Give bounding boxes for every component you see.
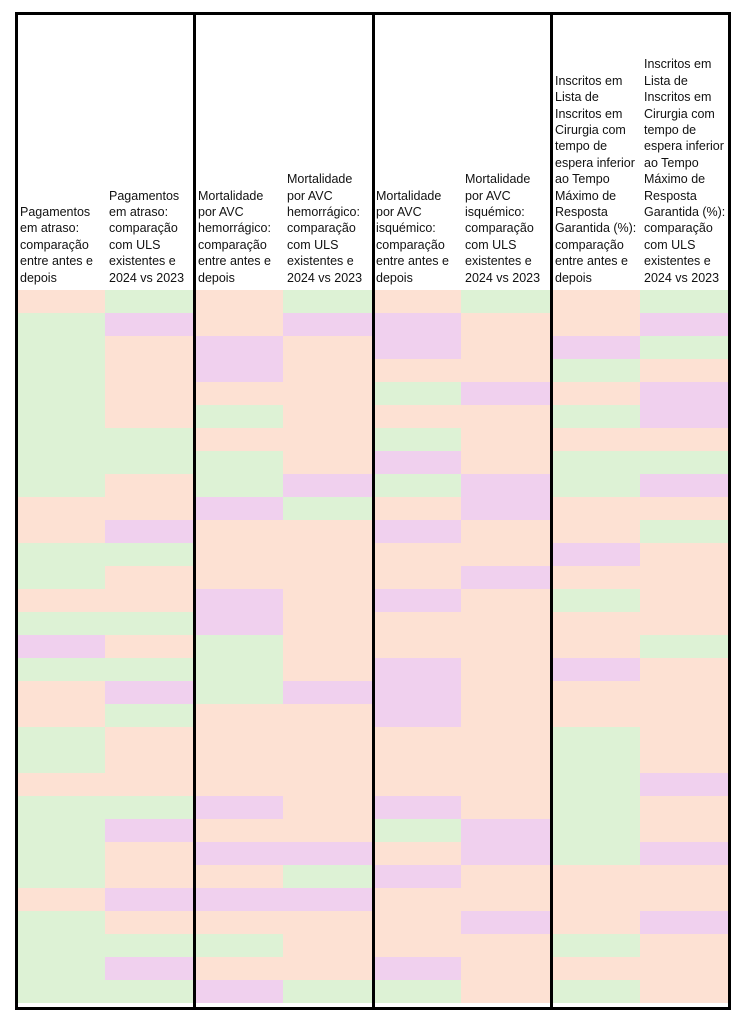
cell-r8-c5 xyxy=(372,451,461,474)
cell-r17-c3 xyxy=(194,658,283,681)
cell-r29-c3 xyxy=(194,934,283,957)
cell-r4-c5 xyxy=(372,359,461,382)
cell-r19-c3 xyxy=(194,704,283,727)
cell-r15-c5 xyxy=(372,612,461,635)
cell-r2-c2 xyxy=(105,313,194,336)
cell-r26-c8 xyxy=(640,865,729,888)
cell-r16-c6 xyxy=(461,635,551,658)
cell-r31-c8 xyxy=(640,980,729,1003)
cell-r5-c3 xyxy=(194,382,283,405)
cell-r28-c4 xyxy=(283,911,372,934)
cell-r16-c1 xyxy=(16,635,105,658)
cell-r9-c2 xyxy=(105,474,194,497)
cell-r23-c4 xyxy=(283,796,372,819)
cell-r24-c5 xyxy=(372,819,461,842)
cell-r7-c4 xyxy=(283,428,372,451)
cell-r28-c6 xyxy=(461,911,551,934)
cell-r15-c3 xyxy=(194,612,283,635)
cell-r22-c2 xyxy=(105,773,194,796)
cell-r31-c7 xyxy=(551,980,640,1003)
cell-r3-c5 xyxy=(372,336,461,359)
cell-r31-c4 xyxy=(283,980,372,1003)
cell-r22-c1 xyxy=(16,773,105,796)
cell-r14-c3 xyxy=(194,589,283,612)
cell-r5-c4 xyxy=(283,382,372,405)
cell-r17-c7 xyxy=(551,658,640,681)
cell-r1-c3 xyxy=(194,290,283,313)
cell-r27-c1 xyxy=(16,888,105,911)
cell-r1-c8 xyxy=(640,290,729,313)
column-header-3: Mortalidade por AVC hemorrágico: comparação entre antes e depois xyxy=(198,188,271,285)
column-header-1: Pagamentos em atraso: comparação entre antes e depois xyxy=(20,204,93,285)
cell-r25-c3 xyxy=(194,842,283,865)
cell-r5-c1 xyxy=(16,382,105,405)
cell-r12-c1 xyxy=(16,543,105,566)
cell-r9-c4 xyxy=(283,474,372,497)
cell-r18-c3 xyxy=(194,681,283,704)
cell-r30-c3 xyxy=(194,957,283,980)
cell-r8-c4 xyxy=(283,451,372,474)
cell-r23-c2 xyxy=(105,796,194,819)
cell-r3-c1 xyxy=(16,336,105,359)
cell-r30-c4 xyxy=(283,957,372,980)
cell-r4-c1 xyxy=(16,359,105,382)
cell-r19-c1 xyxy=(16,704,105,727)
cell-r16-c3 xyxy=(194,635,283,658)
cell-r6-c2 xyxy=(105,405,194,428)
cell-r22-c6 xyxy=(461,773,551,796)
cell-r13-c2 xyxy=(105,566,194,589)
cell-r21-c6 xyxy=(461,750,551,773)
column-header-7: Inscritos em Lista de Inscritos em Cirurgia com tempo de espera inferior ao Tempo Máximo de Resposta Garantida (%): comparação entre antes e depois xyxy=(555,73,637,285)
cell-r25-c5 xyxy=(372,842,461,865)
cell-r19-c7 xyxy=(551,704,640,727)
cell-r11-c5 xyxy=(372,520,461,543)
group-divider-1 xyxy=(15,12,18,1010)
cell-r16-c2 xyxy=(105,635,194,658)
cell-r8-c7 xyxy=(551,451,640,474)
cell-r17-c5 xyxy=(372,658,461,681)
cell-r16-c5 xyxy=(372,635,461,658)
cell-r13-c3 xyxy=(194,566,283,589)
cell-r26-c1 xyxy=(16,865,105,888)
cell-r2-c7 xyxy=(551,313,640,336)
cell-r27-c6 xyxy=(461,888,551,911)
cell-r25-c7 xyxy=(551,842,640,865)
cell-r19-c6 xyxy=(461,704,551,727)
cell-r30-c7 xyxy=(551,957,640,980)
cell-r23-c5 xyxy=(372,796,461,819)
cell-r24-c2 xyxy=(105,819,194,842)
cell-r28-c5 xyxy=(372,911,461,934)
cell-r21-c8 xyxy=(640,750,729,773)
cell-r12-c6 xyxy=(461,543,551,566)
cell-r13-c6 xyxy=(461,566,551,589)
cell-r31-c6 xyxy=(461,980,551,1003)
cell-r31-c1 xyxy=(16,980,105,1003)
cell-r29-c1 xyxy=(16,934,105,957)
cell-r22-c3 xyxy=(194,773,283,796)
cell-r8-c3 xyxy=(194,451,283,474)
cell-r11-c2 xyxy=(105,520,194,543)
cell-r5-c2 xyxy=(105,382,194,405)
cell-r10-c5 xyxy=(372,497,461,520)
cell-r13-c7 xyxy=(551,566,640,589)
cell-r31-c5 xyxy=(372,980,461,1003)
cell-r27-c4 xyxy=(283,888,372,911)
cell-r7-c6 xyxy=(461,428,551,451)
cell-r26-c2 xyxy=(105,865,194,888)
cell-r24-c7 xyxy=(551,819,640,842)
cell-r8-c6 xyxy=(461,451,551,474)
cell-r5-c5 xyxy=(372,382,461,405)
cell-r6-c4 xyxy=(283,405,372,428)
cell-r4-c8 xyxy=(640,359,729,382)
cell-r8-c8 xyxy=(640,451,729,474)
cell-r24-c8 xyxy=(640,819,729,842)
cell-r30-c8 xyxy=(640,957,729,980)
cell-r16-c4 xyxy=(283,635,372,658)
cell-r21-c5 xyxy=(372,750,461,773)
cell-r13-c5 xyxy=(372,566,461,589)
cell-r25-c2 xyxy=(105,842,194,865)
cell-r20-c8 xyxy=(640,727,729,750)
cell-r31-c3 xyxy=(194,980,283,1003)
cell-r17-c2 xyxy=(105,658,194,681)
cell-r15-c6 xyxy=(461,612,551,635)
cell-r7-c8 xyxy=(640,428,729,451)
cell-r1-c5 xyxy=(372,290,461,313)
cell-r14-c1 xyxy=(16,589,105,612)
cell-r10-c6 xyxy=(461,497,551,520)
cell-r20-c7 xyxy=(551,727,640,750)
cell-r2-c3 xyxy=(194,313,283,336)
cell-r4-c6 xyxy=(461,359,551,382)
cell-r2-c1 xyxy=(16,313,105,336)
cell-r10-c4 xyxy=(283,497,372,520)
column-header-2: Pagamentos em atraso: comparação com ULS existentes e 2024 vs 2023 xyxy=(109,188,185,285)
cell-r11-c6 xyxy=(461,520,551,543)
cell-r12-c3 xyxy=(194,543,283,566)
cell-r23-c1 xyxy=(16,796,105,819)
cell-r14-c6 xyxy=(461,589,551,612)
cell-r9-c1 xyxy=(16,474,105,497)
cell-r6-c5 xyxy=(372,405,461,428)
cell-r4-c3 xyxy=(194,359,283,382)
cell-r14-c8 xyxy=(640,589,729,612)
cell-r18-c1 xyxy=(16,681,105,704)
cell-r18-c2 xyxy=(105,681,194,704)
cell-r26-c4 xyxy=(283,865,372,888)
cell-r3-c6 xyxy=(461,336,551,359)
cell-r3-c8 xyxy=(640,336,729,359)
cell-r27-c8 xyxy=(640,888,729,911)
cell-r19-c2 xyxy=(105,704,194,727)
cell-r7-c2 xyxy=(105,428,194,451)
cell-r1-c7 xyxy=(551,290,640,313)
cell-r18-c6 xyxy=(461,681,551,704)
cell-r12-c8 xyxy=(640,543,729,566)
cell-r26-c6 xyxy=(461,865,551,888)
cell-r2-c5 xyxy=(372,313,461,336)
column-header-5: Mortalidade por AVC isquémico: comparação entre antes e depois xyxy=(376,188,449,285)
cell-r22-c5 xyxy=(372,773,461,796)
cell-r10-c3 xyxy=(194,497,283,520)
cell-r15-c1 xyxy=(16,612,105,635)
cell-r15-c2 xyxy=(105,612,194,635)
group-divider-5 xyxy=(728,12,731,1010)
cell-r19-c5 xyxy=(372,704,461,727)
cell-r4-c2 xyxy=(105,359,194,382)
cell-r6-c7 xyxy=(551,405,640,428)
cell-r25-c8 xyxy=(640,842,729,865)
cell-r11-c7 xyxy=(551,520,640,543)
cell-r6-c1 xyxy=(16,405,105,428)
cell-r19-c8 xyxy=(640,704,729,727)
group-divider-3 xyxy=(372,12,375,1010)
cell-r17-c4 xyxy=(283,658,372,681)
cell-r12-c2 xyxy=(105,543,194,566)
cell-r1-c1 xyxy=(16,290,105,313)
cell-r30-c1 xyxy=(16,957,105,980)
cell-r11-c3 xyxy=(194,520,283,543)
cell-r28-c2 xyxy=(105,911,194,934)
cell-r9-c6 xyxy=(461,474,551,497)
cell-r15-c8 xyxy=(640,612,729,635)
cell-r26-c7 xyxy=(551,865,640,888)
cell-r20-c4 xyxy=(283,727,372,750)
cell-r26-c3 xyxy=(194,865,283,888)
cell-r20-c1 xyxy=(16,727,105,750)
group-divider-4 xyxy=(550,12,553,1010)
cell-r12-c5 xyxy=(372,543,461,566)
cell-r26-c5 xyxy=(372,865,461,888)
cell-r23-c3 xyxy=(194,796,283,819)
cell-r10-c2 xyxy=(105,497,194,520)
cell-r24-c4 xyxy=(283,819,372,842)
cell-r25-c4 xyxy=(283,842,372,865)
cell-r21-c3 xyxy=(194,750,283,773)
cell-r28-c8 xyxy=(640,911,729,934)
cell-r21-c2 xyxy=(105,750,194,773)
cell-r14-c4 xyxy=(283,589,372,612)
cell-r13-c1 xyxy=(16,566,105,589)
cell-r27-c2 xyxy=(105,888,194,911)
cell-r16-c7 xyxy=(551,635,640,658)
cell-r18-c7 xyxy=(551,681,640,704)
cell-r31-c2 xyxy=(105,980,194,1003)
cell-r29-c5 xyxy=(372,934,461,957)
cell-r20-c2 xyxy=(105,727,194,750)
cell-r24-c1 xyxy=(16,819,105,842)
cell-r29-c2 xyxy=(105,934,194,957)
cell-r9-c3 xyxy=(194,474,283,497)
cell-r4-c7 xyxy=(551,359,640,382)
column-header-4: Mortalidade por AVC hemorrágico: comparação com ULS existentes e 2024 vs 2023 xyxy=(287,172,363,285)
cell-r4-c4 xyxy=(283,359,372,382)
cell-r3-c7 xyxy=(551,336,640,359)
cell-r27-c7 xyxy=(551,888,640,911)
cell-r21-c7 xyxy=(551,750,640,773)
cell-r24-c6 xyxy=(461,819,551,842)
cell-r5-c6 xyxy=(461,382,551,405)
column-header-8: Inscritos em Lista de Inscritos em Cirurgia com tempo de espera inferior ao Tempo Máximo de Resposta Garantida (%): comparação com ULS existentes e 2024 vs 2023 xyxy=(644,57,726,285)
cell-r22-c8 xyxy=(640,773,729,796)
cell-r21-c1 xyxy=(16,750,105,773)
cell-r25-c6 xyxy=(461,842,551,865)
cell-r22-c7 xyxy=(551,773,640,796)
cell-r12-c7 xyxy=(551,543,640,566)
cell-r10-c1 xyxy=(16,497,105,520)
cell-r7-c3 xyxy=(194,428,283,451)
cell-r28-c7 xyxy=(551,911,640,934)
cell-r7-c7 xyxy=(551,428,640,451)
cell-r13-c4 xyxy=(283,566,372,589)
cell-r29-c8 xyxy=(640,934,729,957)
cell-r8-c2 xyxy=(105,451,194,474)
cell-r3-c4 xyxy=(283,336,372,359)
cell-r24-c3 xyxy=(194,819,283,842)
cell-r29-c7 xyxy=(551,934,640,957)
cell-r20-c3 xyxy=(194,727,283,750)
cell-r9-c7 xyxy=(551,474,640,497)
cell-r18-c4 xyxy=(283,681,372,704)
cell-r16-c8 xyxy=(640,635,729,658)
cell-r28-c3 xyxy=(194,911,283,934)
cell-r5-c8 xyxy=(640,382,729,405)
cell-r2-c8 xyxy=(640,313,729,336)
cell-r29-c6 xyxy=(461,934,551,957)
cell-r29-c4 xyxy=(283,934,372,957)
cell-r23-c6 xyxy=(461,796,551,819)
cell-r14-c2 xyxy=(105,589,194,612)
column-header-6: Mortalidade por AVC isquémico: comparação com ULS existentes e 2024 vs 2023 xyxy=(465,172,541,285)
cell-r7-c1 xyxy=(16,428,105,451)
cell-r19-c4 xyxy=(283,704,372,727)
cell-r3-c3 xyxy=(194,336,283,359)
cell-r15-c4 xyxy=(283,612,372,635)
cell-r30-c2 xyxy=(105,957,194,980)
cell-r18-c5 xyxy=(372,681,461,704)
cell-r14-c7 xyxy=(551,589,640,612)
cell-r13-c8 xyxy=(640,566,729,589)
cell-r15-c7 xyxy=(551,612,640,635)
cell-r1-c2 xyxy=(105,290,194,313)
cell-r2-c4 xyxy=(283,313,372,336)
cell-r23-c8 xyxy=(640,796,729,819)
cell-r10-c8 xyxy=(640,497,729,520)
cell-r8-c1 xyxy=(16,451,105,474)
cell-r12-c4 xyxy=(283,543,372,566)
cell-r7-c5 xyxy=(372,428,461,451)
group-divider-2 xyxy=(193,12,196,1010)
cell-r17-c8 xyxy=(640,658,729,681)
cell-r2-c6 xyxy=(461,313,551,336)
cell-r1-c6 xyxy=(461,290,551,313)
cell-r3-c2 xyxy=(105,336,194,359)
cell-r21-c4 xyxy=(283,750,372,773)
cell-r6-c8 xyxy=(640,405,729,428)
cell-r30-c6 xyxy=(461,957,551,980)
cell-r1-c4 xyxy=(283,290,372,313)
cell-r28-c1 xyxy=(16,911,105,934)
cell-r6-c6 xyxy=(461,405,551,428)
cell-r18-c8 xyxy=(640,681,729,704)
cell-r30-c5 xyxy=(372,957,461,980)
cell-r11-c8 xyxy=(640,520,729,543)
cell-r17-c6 xyxy=(461,658,551,681)
cell-r9-c8 xyxy=(640,474,729,497)
cell-r9-c5 xyxy=(372,474,461,497)
cell-r10-c7 xyxy=(551,497,640,520)
cell-r25-c1 xyxy=(16,842,105,865)
cell-r27-c3 xyxy=(194,888,283,911)
cell-r17-c1 xyxy=(16,658,105,681)
cell-r20-c6 xyxy=(461,727,551,750)
cell-r27-c5 xyxy=(372,888,461,911)
cell-r11-c1 xyxy=(16,520,105,543)
cell-r23-c7 xyxy=(551,796,640,819)
cell-r6-c3 xyxy=(194,405,283,428)
cell-r5-c7 xyxy=(551,382,640,405)
cell-r20-c5 xyxy=(372,727,461,750)
cell-r11-c4 xyxy=(283,520,372,543)
cell-r14-c5 xyxy=(372,589,461,612)
cell-r22-c4 xyxy=(283,773,372,796)
